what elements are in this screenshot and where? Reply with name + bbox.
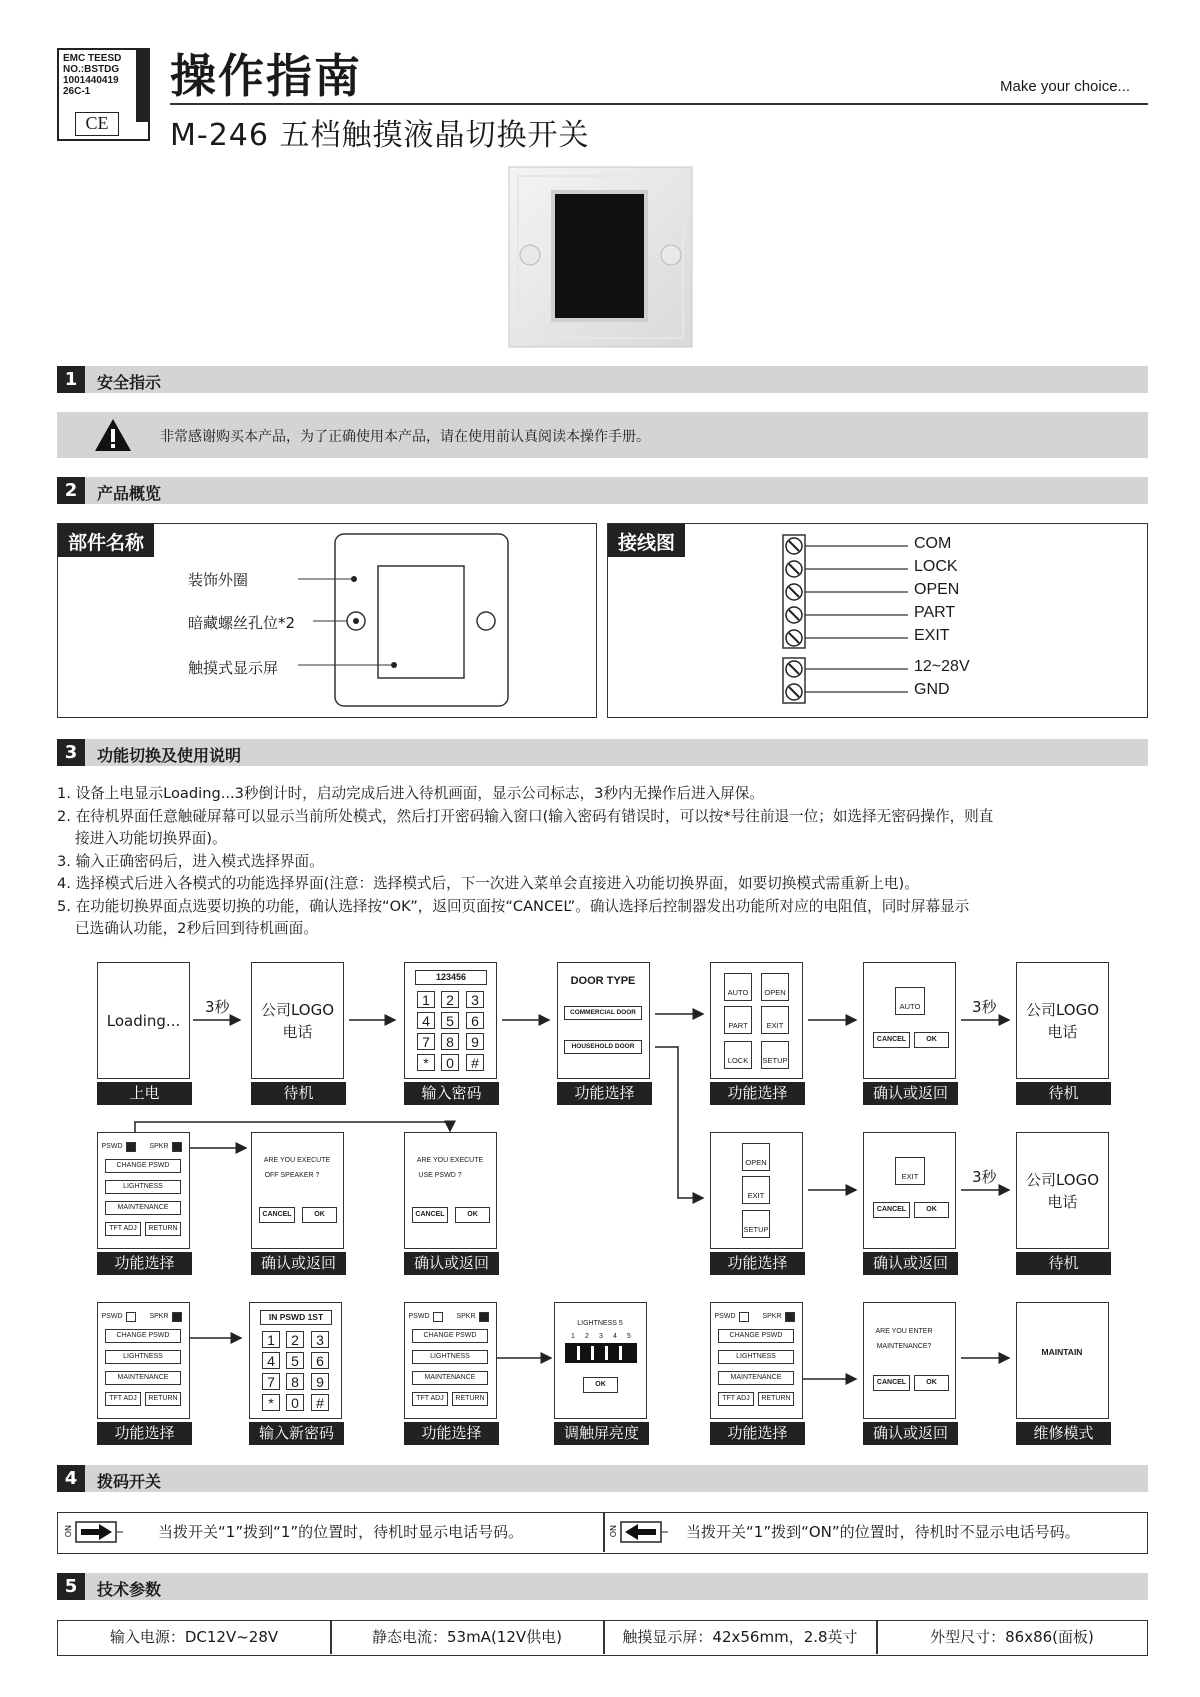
page-subtitle: M-246 五档触摸液晶切换开关 bbox=[170, 118, 590, 153]
keypad-key[interactable]: 8 bbox=[286, 1373, 304, 1390]
keypad-key[interactable]: 9 bbox=[311, 1373, 329, 1390]
dialog-line: ARE YOU EXECUTE bbox=[263, 1157, 331, 1164]
mode-part-button[interactable]: PART bbox=[724, 1006, 752, 1034]
lightness-button[interactable]: LIGHTNESS bbox=[105, 1350, 181, 1364]
phone-text: 电话 bbox=[1047, 1023, 1078, 1041]
screen-confirm-auto bbox=[863, 962, 956, 1079]
notice-text: 非常感谢购买本产品，为了正确使用本产品，请在使用前认真阅读本操作手册。 bbox=[160, 429, 650, 445]
cert-line: EMC TEESD bbox=[63, 53, 122, 64]
spec-cell: 静态电流：53mA(12V供电) bbox=[371, 1628, 562, 1646]
lightness-button[interactable]: LIGHTNESS bbox=[412, 1350, 488, 1364]
spkr-label: SPKR bbox=[149, 1313, 169, 1320]
keypad-key[interactable]: 6 bbox=[466, 1012, 484, 1029]
screen-password bbox=[404, 962, 497, 1079]
mode-auto-button[interactable]: AUTO bbox=[724, 973, 752, 1001]
screen-standby bbox=[251, 962, 344, 1079]
cancel-button[interactable]: CANCEL bbox=[873, 1375, 910, 1391]
spkr-checkbox[interactable] bbox=[785, 1312, 795, 1322]
phone-text: 电话 bbox=[1047, 1193, 1078, 1211]
terminal-label: LOCK bbox=[914, 558, 958, 575]
section-number: 5 bbox=[57, 1573, 85, 1600]
switch-left-icon bbox=[620, 1521, 668, 1543]
pswd-label: PSWD bbox=[714, 1313, 736, 1320]
ok-button[interactable]: OK bbox=[583, 1377, 618, 1393]
screen-settings-menu bbox=[97, 1302, 190, 1419]
keypad-key[interactable]: * bbox=[417, 1054, 435, 1071]
logo-text: 公司LOGO bbox=[1025, 1001, 1100, 1019]
spkr-checkbox[interactable] bbox=[479, 1312, 489, 1322]
terminal-label: 12~28V bbox=[914, 658, 970, 675]
change-pswd-button[interactable]: CHANGE PSWD bbox=[718, 1329, 794, 1343]
caption-standby: 待机 bbox=[251, 1082, 346, 1105]
light-tick: 2 bbox=[585, 1333, 589, 1340]
keypad-key[interactable]: # bbox=[466, 1054, 484, 1071]
keypad-key[interactable]: 2 bbox=[286, 1331, 304, 1348]
caption-adjust-brightness: 调触屏亮度 bbox=[554, 1422, 649, 1445]
screen-loading bbox=[97, 962, 190, 1079]
dip-left-text: 当拨开关“1”拨到“1”的位置时，待机时显示电话号码。 bbox=[158, 1523, 524, 1541]
screen-standby bbox=[1016, 1132, 1109, 1249]
caption-function-select: 功能选择 bbox=[710, 1082, 805, 1105]
keypad-key[interactable]: 3 bbox=[311, 1331, 329, 1348]
specs-table bbox=[57, 1620, 1148, 1656]
mode-setup-button[interactable]: SETUP bbox=[742, 1210, 770, 1238]
screen-confirm-exit bbox=[863, 1132, 956, 1249]
slogan: Make your choice... bbox=[1000, 78, 1131, 95]
part-label: 触摸式显示屏 bbox=[188, 659, 279, 677]
keypad-key[interactable]: 7 bbox=[417, 1033, 435, 1050]
ok-button[interactable]: OK bbox=[455, 1207, 490, 1223]
spkr-label: SPKR bbox=[149, 1143, 169, 1150]
terminal-label: GND bbox=[914, 681, 950, 698]
keypad-key[interactable]: 2 bbox=[441, 991, 459, 1008]
section-number: 4 bbox=[57, 1465, 85, 1492]
maintenance-button[interactable]: MAINTENANCE bbox=[105, 1201, 181, 1215]
cert-line: NO.:BSTDG bbox=[63, 64, 120, 75]
dialog-line: ARE YOU EXECUTE bbox=[416, 1157, 484, 1164]
lightness-level-label: LIGHTNESS 5 bbox=[577, 1320, 623, 1327]
ok-button[interactable]: OK bbox=[302, 1207, 337, 1223]
spkr-label: SPKR bbox=[456, 1313, 476, 1320]
screen-standby bbox=[1016, 962, 1109, 1079]
keypad-key[interactable]: 4 bbox=[417, 1012, 435, 1029]
return-button[interactable]: RETURN bbox=[145, 1392, 181, 1406]
password-display: 123456 bbox=[415, 970, 487, 985]
dialog-line: ARE YOU ENTER bbox=[875, 1328, 933, 1335]
caption-function-select: 功能选择 bbox=[404, 1422, 499, 1445]
keypad-key[interactable]: 9 bbox=[466, 1033, 484, 1050]
part-label: 装饰外圈 bbox=[188, 571, 249, 589]
pswd-checkbox[interactable] bbox=[433, 1312, 443, 1322]
screen-new-password bbox=[249, 1302, 342, 1419]
loading-text: Loading... bbox=[106, 1012, 181, 1030]
spkr-checkbox[interactable] bbox=[172, 1142, 182, 1152]
spec-cell: 触摸显示屏：42x56mm，2.8英寸 bbox=[622, 1628, 858, 1646]
pswd-label: PSWD bbox=[101, 1313, 123, 1320]
maintenance-button[interactable]: MAINTENANCE bbox=[718, 1371, 794, 1385]
page-title: 操作指南 bbox=[170, 49, 362, 103]
mode-exit-button[interactable]: EXIT bbox=[742, 1176, 770, 1204]
screen-door-type bbox=[557, 962, 650, 1079]
screen-household-modes bbox=[710, 1132, 803, 1249]
tft-adj-button[interactable]: TFT ADJ bbox=[412, 1392, 448, 1406]
screen-settings-menu bbox=[404, 1302, 497, 1419]
change-pswd-button[interactable]: CHANGE PSWD bbox=[105, 1329, 181, 1343]
lightness-button[interactable]: LIGHTNESS bbox=[105, 1180, 181, 1194]
step-text: 4. 选择模式后进入各模式的功能选择界面(注意：选择模式后，下一次进入菜单会直接进入功能切换界面，如要切换模式需重新上电)。 bbox=[57, 875, 919, 892]
dip-right-text: 当拨开关“1”拨到“ON”的位置时，待机时不显示电话号码。 bbox=[686, 1523, 1080, 1541]
mode-exit-button[interactable]: EXIT bbox=[761, 1006, 789, 1034]
change-pswd-button[interactable]: CHANGE PSWD bbox=[105, 1159, 181, 1173]
cancel-button[interactable]: CANCEL bbox=[412, 1207, 448, 1223]
caption-maintenance-mode: 维修模式 bbox=[1016, 1422, 1111, 1445]
section-number: 3 bbox=[57, 739, 85, 766]
step-text: 2. 在待机界面任意触碰屏幕可以显示当前所处模式，然后打开密码输入窗口(输入密码有错误时，可以按*号往前退一位；如选择无密码操作，则直 bbox=[57, 807, 994, 825]
screen-brightness bbox=[554, 1302, 647, 1419]
delay-label: 3秒 bbox=[972, 1168, 997, 1186]
section-header-specs bbox=[57, 1573, 1148, 1600]
caption-confirm-return: 确认或返回 bbox=[863, 1082, 958, 1105]
mode-lock-button[interactable]: LOCK bbox=[724, 1041, 752, 1069]
terminal-label: OPEN bbox=[914, 581, 960, 598]
step-text: 3. 输入正确密码后，进入模式选择界面。 bbox=[57, 852, 324, 870]
screen-commercial-modes bbox=[710, 962, 803, 1079]
caption-function-select: 功能选择 bbox=[97, 1252, 192, 1275]
caption-confirm-return: 确认或返回 bbox=[863, 1252, 958, 1275]
household-door-button[interactable]: HOUSEHOLD DOOR bbox=[564, 1040, 642, 1054]
section-header-dip-switch bbox=[57, 1465, 1148, 1492]
logo-text: 公司LOGO bbox=[260, 1001, 335, 1019]
cancel-button[interactable]: CANCEL bbox=[873, 1032, 910, 1048]
commercial-door-button[interactable]: COMMERCIAL DOOR bbox=[564, 1006, 642, 1020]
parts-panel-title: 部件名称 bbox=[58, 524, 154, 557]
spec-cell: 外型尺寸：86x86(面板) bbox=[930, 1628, 1094, 1646]
dip-switch-table bbox=[57, 1512, 1148, 1554]
dialog-line: OFF SPEAKER ? bbox=[264, 1172, 320, 1179]
step-text: 5. 在功能切换界面点选要切换的功能，确认选择按“OK”，返回页面按“CANCEL”。确认选择后控制器发出功能所对应的电阻值，同时屏幕显示 bbox=[57, 897, 970, 915]
keypad-key[interactable]: * bbox=[262, 1394, 280, 1411]
new-password-prompt: IN PSWD 1ST bbox=[260, 1310, 332, 1325]
light-tick: 4 bbox=[613, 1333, 617, 1340]
pswd-label: PSWD bbox=[101, 1143, 123, 1150]
change-pswd-button[interactable]: CHANGE PSWD bbox=[412, 1329, 488, 1343]
light-tick: 5 bbox=[627, 1333, 631, 1340]
terminal-label: COM bbox=[914, 535, 952, 552]
mode-open-button[interactable]: OPEN bbox=[761, 973, 789, 1001]
caption-standby: 待机 bbox=[1016, 1082, 1111, 1105]
ok-button[interactable]: OK bbox=[914, 1032, 949, 1048]
selected-mode-exit: EXIT bbox=[895, 1157, 925, 1185]
caption-function-select: 功能选择 bbox=[710, 1252, 805, 1275]
mode-setup-button[interactable]: SETUP bbox=[761, 1041, 789, 1069]
cert-line: 26C-1 bbox=[63, 86, 91, 97]
ok-button[interactable]: OK bbox=[914, 1375, 949, 1391]
return-button[interactable]: RETURN bbox=[145, 1222, 181, 1236]
phone-text: 电话 bbox=[282, 1023, 313, 1041]
maintenance-button[interactable]: MAINTENANCE bbox=[412, 1371, 488, 1385]
cert-line: 1001440419 bbox=[63, 75, 119, 86]
section-label: 技术参数 bbox=[97, 1580, 162, 1599]
return-button[interactable]: RETURN bbox=[758, 1392, 794, 1406]
screen-confirm-pswd bbox=[404, 1132, 497, 1249]
light-tick: 1 bbox=[571, 1333, 575, 1340]
delay-label: 3秒 bbox=[972, 998, 997, 1016]
caption-confirm-return: 确认或返回 bbox=[863, 1422, 958, 1445]
step-text: 已选确认功能，2秒后回到待机画面。 bbox=[75, 920, 318, 937]
caption-standby: 待机 bbox=[1016, 1252, 1111, 1275]
keypad-key[interactable]: 6 bbox=[311, 1352, 329, 1369]
dialog-line: MAINTENANCE? bbox=[876, 1343, 932, 1350]
on-label: ON bbox=[64, 1525, 73, 1538]
light-tick: 3 bbox=[599, 1333, 603, 1340]
step-text: 1. 设备上电显示Loading...3秒倒计时，启动完成后进入待机画面，显示公司标志，3秒内无操作后进入屏保。 bbox=[57, 785, 764, 802]
keypad-key[interactable]: 3 bbox=[466, 991, 484, 1008]
brightness-slider[interactable] bbox=[565, 1343, 637, 1363]
tft-adj-button[interactable]: TFT ADJ bbox=[105, 1222, 141, 1236]
maintain-label: MAINTAIN bbox=[1041, 1347, 1083, 1357]
keypad-key[interactable]: 0 bbox=[441, 1054, 459, 1071]
section-label: 产品概览 bbox=[97, 484, 162, 503]
tft-adj-button[interactable]: TFT ADJ bbox=[718, 1392, 754, 1406]
caption-function-select: 功能选择 bbox=[710, 1422, 805, 1445]
caption-confirm-return: 确认或返回 bbox=[251, 1252, 346, 1275]
logo-text: 公司LOGO bbox=[1025, 1171, 1100, 1189]
section-label: 功能切换及使用说明 bbox=[97, 746, 242, 765]
tft-adj-button[interactable]: TFT ADJ bbox=[105, 1392, 141, 1406]
keypad-key[interactable]: 8 bbox=[441, 1033, 459, 1050]
wiring-panel-title: 接线图 bbox=[608, 524, 685, 557]
pswd-checkbox[interactable] bbox=[739, 1312, 749, 1322]
terminal-label: EXIT bbox=[914, 627, 950, 644]
keypad-key[interactable]: 5 bbox=[286, 1352, 304, 1369]
keypad-key[interactable]: 4 bbox=[262, 1352, 280, 1369]
caption-function-select: 功能选择 bbox=[97, 1422, 192, 1445]
screen-confirm-maintenance bbox=[863, 1302, 956, 1419]
caption-function-select: 功能选择 bbox=[557, 1082, 652, 1105]
section-label: 拨码开关 bbox=[97, 1472, 162, 1491]
keypad-key[interactable]: 1 bbox=[417, 991, 435, 1008]
maintenance-button[interactable]: MAINTENANCE bbox=[105, 1371, 181, 1385]
delay-label: 3秒 bbox=[205, 998, 230, 1016]
keypad-key[interactable]: 1 bbox=[262, 1331, 280, 1348]
return-button[interactable]: RETURN bbox=[452, 1392, 488, 1406]
ok-button[interactable]: OK bbox=[914, 1202, 949, 1218]
on-label: ON bbox=[609, 1525, 618, 1538]
pswd-label: PSWD bbox=[408, 1313, 430, 1320]
screen-confirm-speaker bbox=[251, 1132, 344, 1249]
mode-open-button[interactable]: OPEN bbox=[742, 1143, 770, 1171]
cancel-button[interactable]: CANCEL bbox=[259, 1207, 295, 1223]
keypad-key[interactable]: 7 bbox=[262, 1373, 280, 1390]
keypad-key[interactable]: 5 bbox=[441, 1012, 459, 1029]
selected-mode-auto: AUTO bbox=[895, 987, 925, 1015]
dip-divider bbox=[603, 1513, 605, 1552]
spec-cell: 输入电源：DC12V~28V bbox=[109, 1628, 279, 1646]
screen-settings-menu bbox=[97, 1132, 190, 1249]
caption-new-password: 输入新密码 bbox=[249, 1422, 344, 1445]
dialog-line: USE PSWD ? bbox=[418, 1172, 462, 1179]
terminal-label: PART bbox=[914, 604, 956, 621]
ce-mark: CE bbox=[75, 112, 119, 136]
caption-enter-password: 输入密码 bbox=[404, 1082, 499, 1105]
section-number: 1 bbox=[57, 366, 85, 393]
screen-maintain bbox=[1016, 1302, 1109, 1419]
pswd-checkbox[interactable] bbox=[126, 1142, 136, 1152]
spkr-label: SPKR bbox=[762, 1313, 782, 1320]
section-number: 2 bbox=[57, 477, 85, 504]
switch-right-icon bbox=[75, 1521, 123, 1543]
caption-power-on: 上电 bbox=[97, 1082, 192, 1105]
screen-settings-menu bbox=[710, 1302, 803, 1419]
pswd-checkbox[interactable] bbox=[126, 1312, 136, 1322]
section-label: 安全指示 bbox=[97, 373, 162, 392]
cancel-button[interactable]: CANCEL bbox=[873, 1202, 910, 1218]
caption-confirm-return: 确认或返回 bbox=[404, 1252, 499, 1275]
step-text: 接进入功能切换界面)。 bbox=[75, 830, 227, 847]
keypad-key[interactable]: # bbox=[311, 1394, 329, 1411]
lightness-button[interactable]: LIGHTNESS bbox=[718, 1350, 794, 1364]
spkr-checkbox[interactable] bbox=[172, 1312, 182, 1322]
door-type-title: DOOR TYPE bbox=[570, 975, 636, 987]
keypad-key[interactable]: 0 bbox=[286, 1394, 304, 1411]
part-label: 暗藏螺丝孔位*2 bbox=[188, 614, 296, 632]
